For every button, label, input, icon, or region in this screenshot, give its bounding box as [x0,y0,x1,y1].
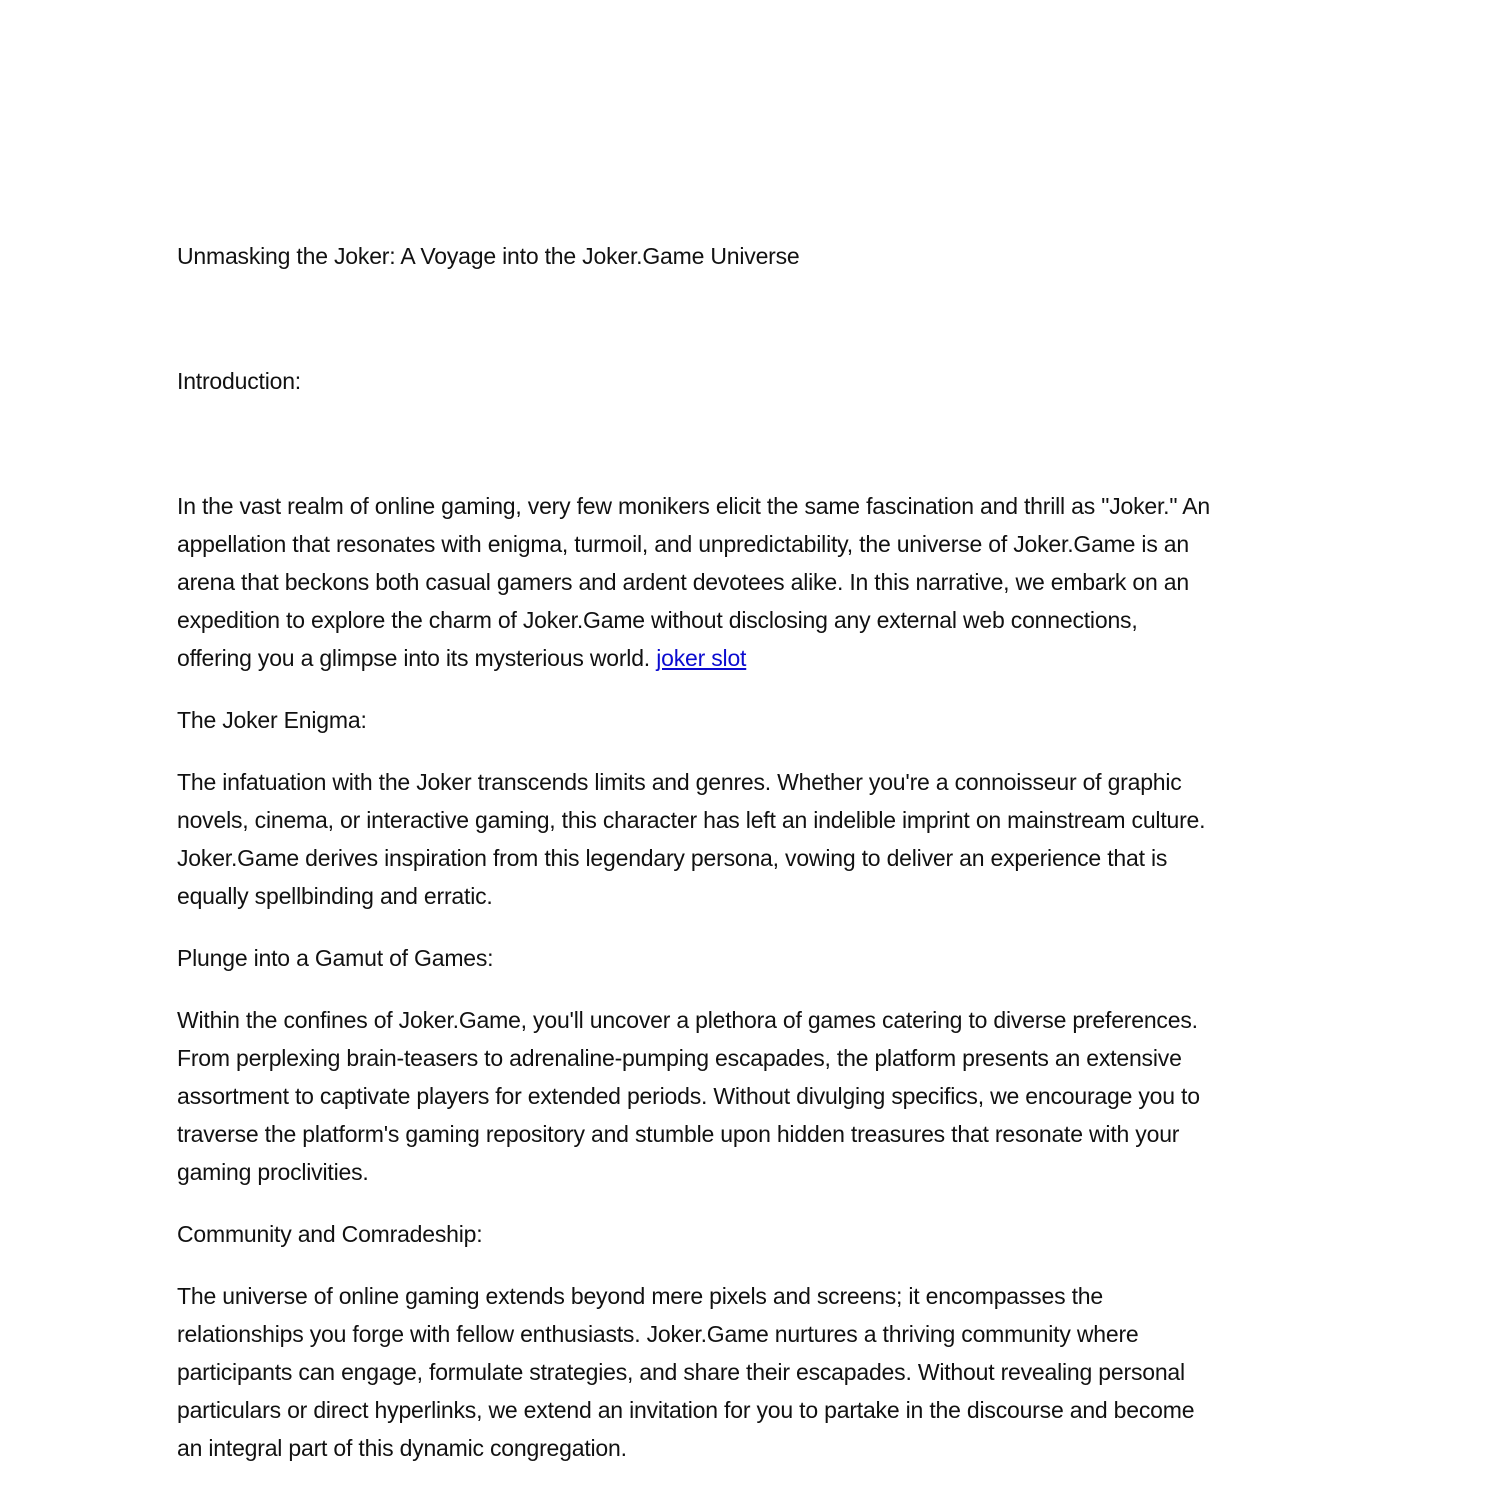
section-heading-introduction: Introduction: [177,368,301,394]
paragraph-line: particulars or direct hyperlinks, we extend an invitation for you to partake in the discourse and become [177,1397,1195,1423]
paragraph-gamut-of-games [177,1005,1200,1195]
paragraph-line: Within the confines of Joker.Game, you'll uncover a plethora of games catering to diverse preferences. [177,1007,1198,1033]
section-heading-community: Community and Comradeship: [177,1221,483,1247]
joker-slot-link[interactable]: joker slot [656,645,747,671]
section-heading-joker-enigma: The Joker Enigma: [177,707,367,733]
paragraph-line: gaming proclivities. [177,1159,369,1185]
paragraph-line-text: offering you a glimpse into its mysterious world. [177,645,650,671]
paragraph-line: arena that beckons both casual gamers and ardent devotees alike. In this narrative, we embark on an [177,569,1189,595]
paragraph-line: relationships you forge with fellow enthusiasts. Joker.Game nurtures a thriving community where [177,1321,1139,1347]
paragraph-line: From perplexing brain-teasers to adrenaline-pumping escapades, the platform presents an extensive [177,1045,1182,1071]
paragraph-line: an integral part of this dynamic congregation. [177,1435,627,1461]
paragraph-line: assortment to captivate players for extended periods. Without divulging specifics, we encourage you to [177,1083,1200,1109]
paragraph-line: expedition to explore the charm of Joker.Game without disclosing any external web connections, [177,607,1138,633]
paragraph-line: appellation that resonates with enigma, turmoil, and unpredictability, the universe of Joker.Game is an [177,531,1189,557]
paragraph-introduction [177,491,1210,681]
paragraph-line: equally spellbinding and erratic. [177,883,493,909]
paragraph-line: traverse the platform's gaming repository and stumble upon hidden treasures that resonate with your [177,1121,1180,1147]
paragraph-community [177,1281,1194,1471]
paragraph-line: In the vast realm of online gaming, very few monikers elicit the same fascination and thrill as "Joker." An [177,493,1210,519]
paragraph-line: The infatuation with the Joker transcends limits and genres. Whether you're a connoisseur of graphic [177,769,1182,795]
section-heading-gamut-of-games: Plunge into a Gamut of Games: [177,945,494,971]
paragraph-line: Joker.Game derives inspiration from this legendary persona, vowing to deliver an experience that is [177,845,1168,871]
paragraph-joker-enigma [177,767,1205,919]
paragraph-line: novels, cinema, or interactive gaming, this character has left an indelible imprint on mainstream culture. [177,807,1206,833]
paragraph-line: participants can engage, formulate strategies, and share their escapades. Without revealing personal [177,1359,1185,1385]
document-title: Unmasking the Joker: A Voyage into the Joker.Game Universe [177,243,800,269]
paragraph-line: The universe of online gaming extends beyond mere pixels and screens; it encompasses the [177,1283,1103,1309]
paragraph-line-with-link [177,643,1210,681]
